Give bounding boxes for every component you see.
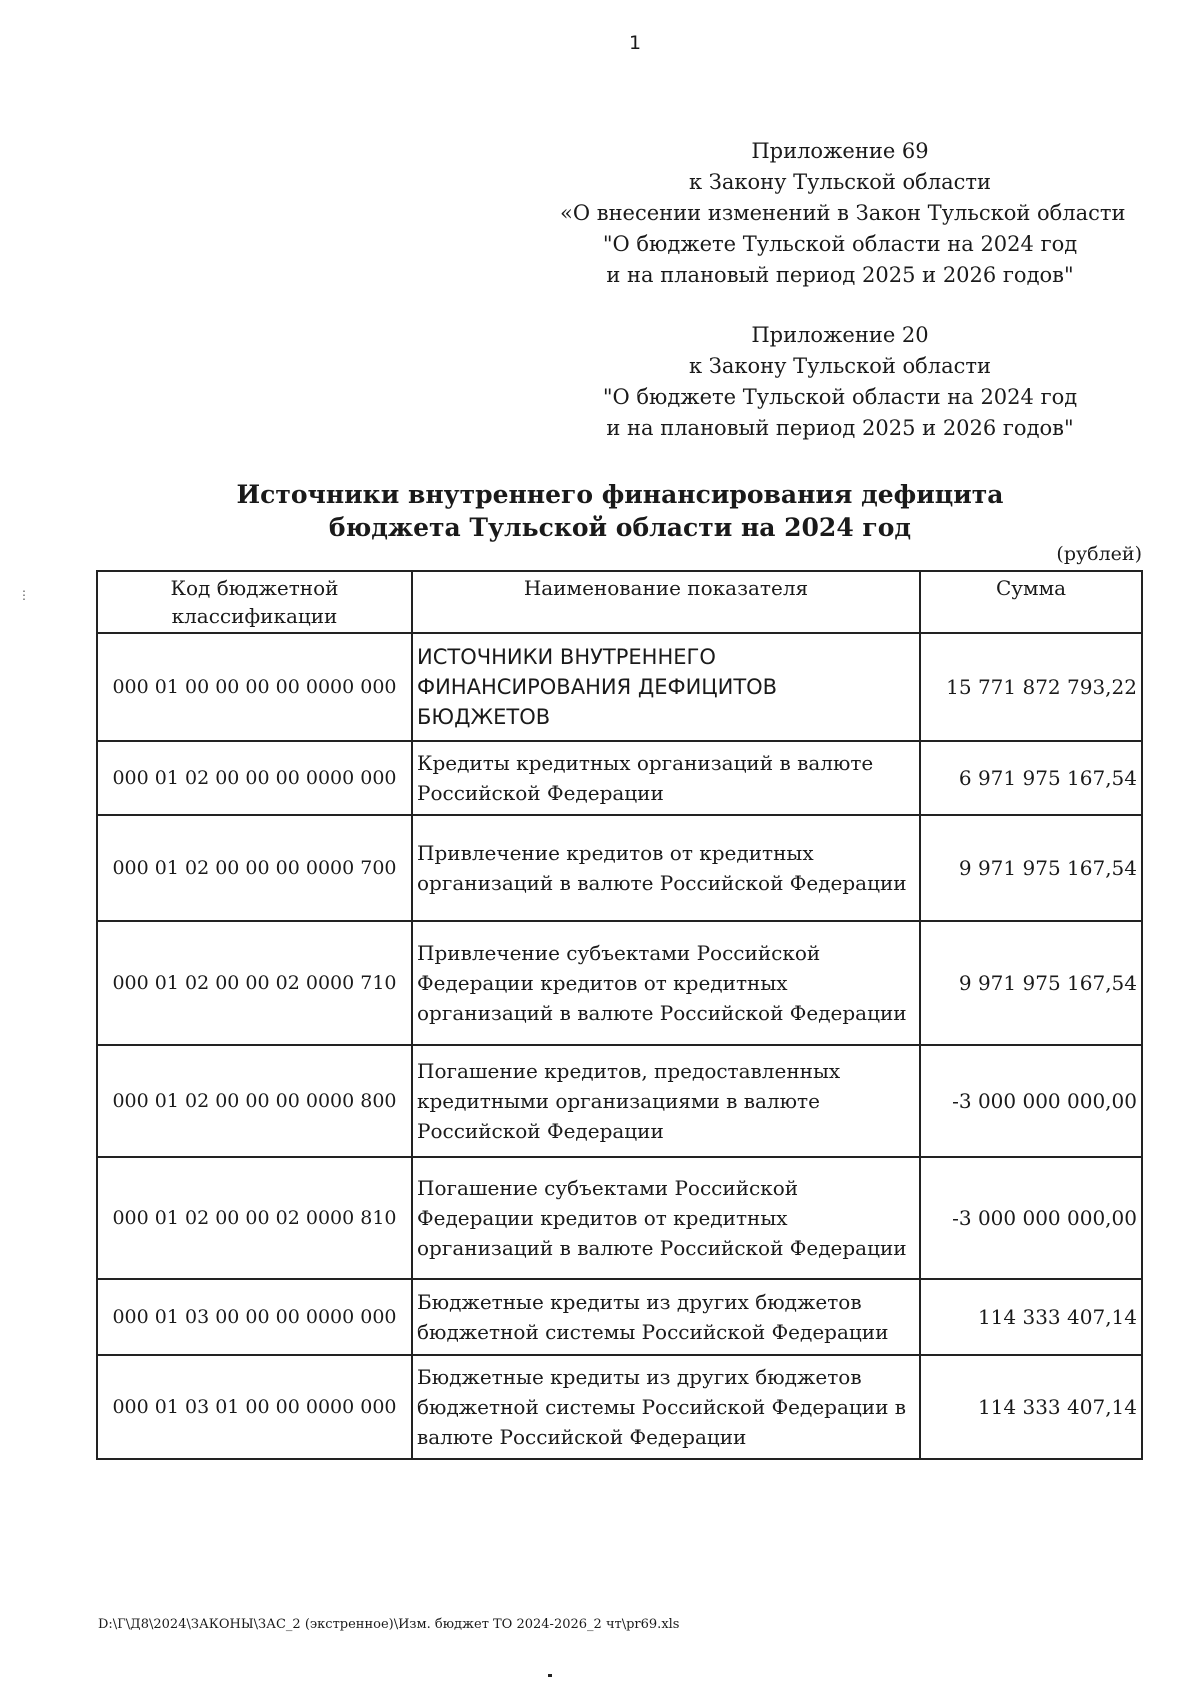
row-sum: 6 971 975 167,54	[920, 741, 1142, 815]
row-code: 000 01 02 00 00 02 0000 810	[97, 1157, 412, 1279]
row-code: 000 01 00 00 00 00 0000 000	[97, 633, 412, 741]
table-header-row	[97, 571, 1142, 633]
header-name: Наименование показателя	[412, 571, 920, 633]
row-sum: -3 000 000 000,00	[920, 1045, 1142, 1157]
appendix-69-line: «О внесении изменений в Закон Тульской области	[560, 201, 1126, 225]
table-row	[97, 1279, 1142, 1355]
row-sum: 9 971 975 167,54	[920, 815, 1142, 921]
row-name: Погашение кредитов, предоставленных кредитными организациями в валюте Российской Федерации	[412, 1045, 920, 1157]
row-sum: -3 000 000 000,00	[920, 1157, 1142, 1279]
appendix-20-line: к Закону Тульской области	[688, 354, 992, 378]
row-name: ИСТОЧНИКИ ВНУТРЕННЕГО ФИНАНСИРОВАНИЯ ДЕФИЦИТОВ БЮДЖЕТОВ	[412, 633, 920, 741]
table-row	[97, 1355, 1142, 1459]
footer-file-path: D:\Г\Д8\2024\ЗАКОНЫ\ЗАС_2 (экстренное)\Изм. бюджет ТО 2024-2026_2 чт\pr69.xls	[98, 1617, 680, 1632]
row-name: Погашение субъектами Российской Федерации кредитов от кредитных организаций в валюте Российской Федерации	[412, 1157, 920, 1279]
header-code: Код бюджетной классификации	[97, 571, 412, 633]
financing-sources-table	[96, 570, 1143, 1460]
table-row	[97, 741, 1142, 815]
row-sum: 9 971 975 167,54	[920, 921, 1142, 1045]
row-name: Кредиты кредитных организаций в валюте Российской Федерации	[412, 741, 920, 815]
row-code: 000 01 03 01 00 00 0000 000	[97, 1355, 412, 1459]
appendix-20-header	[560, 320, 1120, 444]
row-name: Бюджетные кредиты из других бюджетов бюджетной системы Российской Федерации в валюте Российской Федерации	[412, 1355, 920, 1459]
table-row	[97, 921, 1142, 1045]
appendix-20-line: Приложение 20	[751, 323, 929, 347]
row-name: Привлечение субъектами Российской Федерации кредитов от кредитных организаций в валюте Российской Федерации	[412, 921, 920, 1045]
appendix-69-line: и на плановый период 2025 и 2026 годов"	[606, 263, 1074, 287]
row-sum: 114 333 407,14	[920, 1279, 1142, 1355]
row-code: 000 01 03 00 00 00 0000 000	[97, 1279, 412, 1355]
document-title-line: Источники внутреннего финансирования дефицита	[236, 480, 1004, 509]
units-label: (рублей)	[1056, 543, 1142, 565]
appendix-69-line: Приложение 69	[751, 139, 929, 163]
row-name: Привлечение кредитов от кредитных организаций в валюте Российской Федерации	[412, 815, 920, 921]
appendix-69-header	[560, 136, 1126, 291]
table-row	[97, 1045, 1142, 1157]
row-name: Бюджетные кредиты из других бюджетов бюджетной системы Российской Федерации	[412, 1279, 920, 1355]
row-code: 000 01 02 00 00 02 0000 710	[97, 921, 412, 1045]
appendix-69-line: к Закону Тульской области	[688, 170, 992, 194]
appendix-20-line: и на плановый период 2025 и 2026 годов"	[606, 416, 1074, 440]
row-code: 000 01 02 00 00 00 0000 000	[97, 741, 412, 815]
row-code: 000 01 02 00 00 00 0000 800	[97, 1045, 412, 1157]
table-row	[97, 815, 1142, 921]
document-title	[160, 478, 1080, 544]
header-sum: Сумма	[920, 571, 1142, 633]
footer-mark	[548, 1674, 552, 1677]
row-sum: 114 333 407,14	[920, 1355, 1142, 1459]
document-title-line: бюджета Тульской области на 2024 год	[328, 513, 912, 542]
row-code: 000 01 02 00 00 00 0000 700	[97, 815, 412, 921]
page-number: 1	[628, 32, 642, 54]
margin-mark: ⋮	[18, 588, 30, 602]
appendix-69-line: "О бюджете Тульской области на 2024 год	[602, 232, 1078, 256]
appendix-20-line: "О бюджете Тульской области на 2024 год	[602, 385, 1078, 409]
row-sum: 15 771 872 793,22	[920, 633, 1142, 741]
table-row	[97, 633, 1142, 741]
table-row	[97, 1157, 1142, 1279]
